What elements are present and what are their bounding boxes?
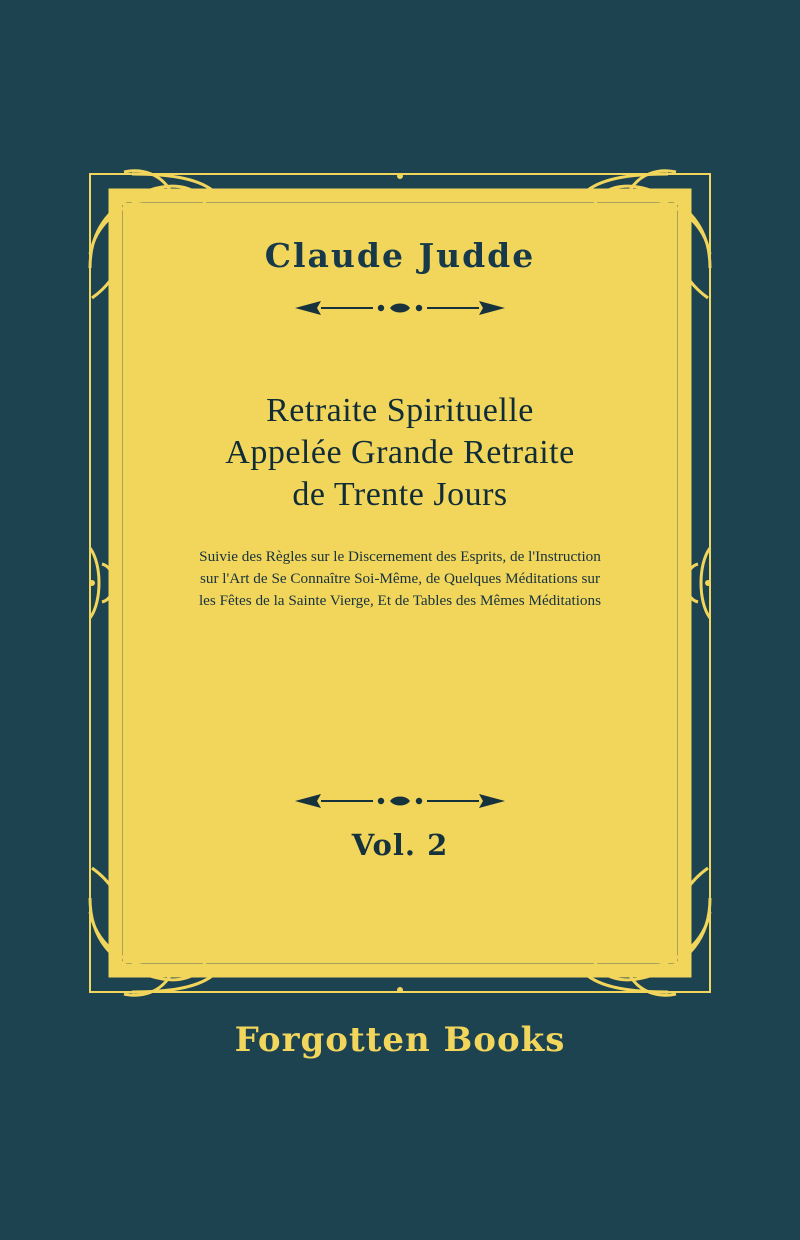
subtitle-line-2: sur l'Art de Se Connaître Soi-Même, de Quelques Méditations sur [199, 570, 601, 588]
volume-label: Vol. 2 [351, 828, 449, 862]
publisher-name: Forgotten Books [234, 1020, 566, 1060]
author-name: Claude Judde [264, 236, 536, 275]
divider-ornament-bottom-icon [295, 790, 505, 812]
title-line-2: Appelée Grande Retraite [225, 434, 575, 472]
book-title [144, 390, 656, 516]
title-line-3: de Trente Jours [292, 476, 508, 514]
publisher-logo [0, 1020, 800, 1060]
subtitle-line-3: les Fêtes de la Sainte Vierge, Et de Tables des Mêmes Méditations [198, 591, 602, 609]
subtitle-line-1: Suivie des Règles sur le Discernement des Esprits, de l'Instruction [199, 548, 601, 566]
ornamental-frame [72, 168, 728, 998]
divider-ornament-top-icon [295, 297, 505, 319]
title-line-1: Retraite Spirituelle [266, 392, 534, 429]
book-subtitle [144, 546, 656, 611]
cover-content [110, 190, 690, 976]
